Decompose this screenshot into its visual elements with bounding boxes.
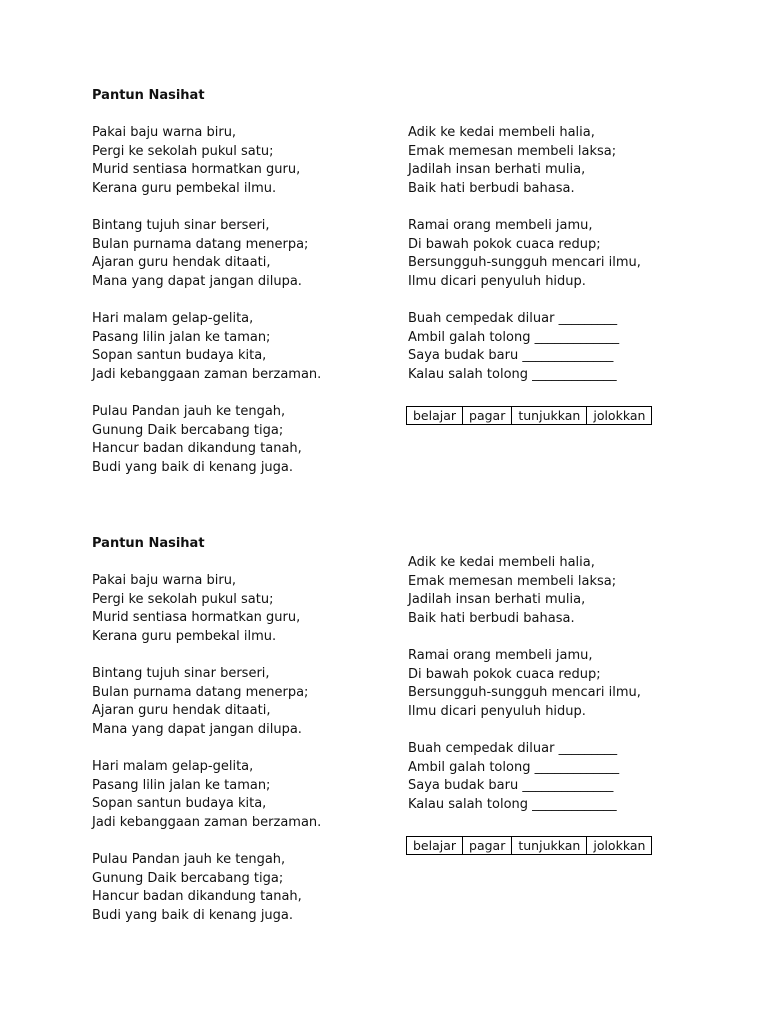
pantun-line: Hari malam gelap-gelita,: [92, 758, 254, 774]
stanza: [408, 217, 728, 291]
pantun-line: Gunung Daik bercabang tiga;: [92, 422, 284, 438]
stanza-gap: [92, 739, 392, 758]
left-column: [92, 572, 392, 925]
stanza: [92, 124, 392, 198]
stanza-gap: [92, 198, 392, 217]
pantun-line: Bulan purnama datang menerpa;: [92, 684, 309, 700]
word-bank-cell: pagar: [463, 407, 512, 424]
word-bank-cell: belajar: [407, 407, 463, 424]
pantun-line: Ambil galah tolong _____________: [408, 329, 620, 345]
pantun-line: Pasang lilin jalan ke taman;: [92, 329, 271, 345]
pantun-line: Mana yang dapat jangan dilupa.: [92, 273, 302, 289]
word-bank-cell: jolokkan: [593, 408, 646, 423]
stanza: [92, 217, 392, 291]
pantun-line: Gunung Daik bercabang tiga;: [92, 870, 284, 886]
pantun-line: Sopan santun budaya kita,: [92, 796, 267, 812]
word-bank-cell: tunjukkan: [512, 407, 587, 424]
stanza: [92, 851, 392, 925]
pantun-line: Di bawah pokok cuaca redup;: [408, 666, 601, 682]
stanza-gap: [408, 628, 728, 647]
pantun-line: Pulau Pandan jauh ke tengah,: [92, 851, 286, 867]
pantun-line: Murid sentiasa hormatkan guru,: [92, 610, 301, 626]
word-bank-cell: jolokkan: [593, 838, 646, 853]
pantun-line: Emak memesan membeli laksa;: [408, 573, 617, 589]
pantun-line: Adik ke kedai membeli halia,: [408, 125, 595, 140]
stanza-gap: [408, 198, 728, 217]
stanza: [408, 554, 728, 628]
pantun-line: Buah cempedak diluar _________: [408, 310, 618, 326]
pantun-line: Kalau salah tolong _____________: [408, 796, 617, 812]
pantun-line: Kerana guru pembekal ilmu.: [92, 180, 277, 196]
stanza: [92, 310, 392, 384]
pantun-line: Di bawah pokok cuaca redup;: [408, 236, 601, 252]
pantun-line: Kerana guru pembekal ilmu.: [92, 628, 277, 644]
pantun-line: Kalau salah tolong _____________: [408, 366, 617, 382]
pantun-line: Pakai baju warna biru,: [92, 125, 237, 140]
pantun-line: Jadilah insan berhati mulia,: [408, 592, 586, 608]
word-bank: [406, 406, 652, 425]
pantun-line: Sopan santun budaya kita,: [92, 348, 267, 364]
pantun-line: Budi yang baik di kenang juga.: [92, 459, 294, 475]
pantun-line: Saya budak baru ______________: [408, 778, 614, 794]
stanza-gap: [408, 721, 728, 740]
stanza-gap: [92, 384, 392, 403]
stanza: [408, 647, 728, 721]
stanza: [92, 758, 392, 832]
pantun-line: Pulau Pandan jauh ke tengah,: [92, 403, 286, 419]
pantun-line: Emak memesan membeli laksa;: [408, 143, 617, 159]
pantun-line: Bersungguh-sungguh mencari ilmu,: [408, 255, 641, 271]
stanza: [408, 740, 728, 814]
pantun-line: Ilmu dicari penyuluh hidup.: [408, 703, 586, 719]
pantun-line: Jadilah insan berhati mulia,: [408, 162, 586, 178]
section-title: Pantun Nasihat: [92, 88, 205, 103]
pantun-line: Buah cempedak diluar _________: [408, 740, 618, 756]
stanza-gap: [92, 832, 392, 851]
pantun-line: Bintang tujuh sinar berseri,: [92, 665, 270, 681]
pantun-line: Baik hati berbudi bahasa.: [408, 610, 575, 626]
word-bank-cell: belajar: [407, 837, 463, 854]
pantun-line: Ajaran guru hendak ditaati,: [92, 703, 271, 719]
pantun-line: Ilmu dicari penyuluh hidup.: [408, 273, 586, 289]
pantun-line: Budi yang baik di kenang juga.: [92, 907, 294, 923]
pantun-line: Ambil galah tolong _____________: [408, 759, 620, 775]
left-column: [92, 124, 392, 477]
pantun-line: Pergi ke sekolah pukul satu;: [92, 143, 274, 159]
right-column: [408, 554, 728, 814]
stanza-gap: [408, 291, 728, 310]
pantun-line: Bersungguh-sungguh mencari ilmu,: [408, 685, 641, 701]
stanza: [92, 572, 392, 646]
stanza-gap: [92, 291, 392, 310]
stanza: [408, 310, 728, 384]
pantun-line: Ramai orang membeli jamu,: [408, 647, 593, 663]
pantun-line: Bulan purnama datang menerpa;: [92, 236, 309, 252]
stanza: [92, 665, 392, 739]
stanza: [408, 124, 728, 198]
pantun-line: Jadi kebanggaan zaman berzaman.: [92, 366, 322, 382]
pantun-line: Hari malam gelap-gelita,: [92, 310, 254, 326]
pantun-line: Jadi kebanggaan zaman berzaman.: [92, 814, 322, 830]
pantun-line: Pakai baju warna biru,: [92, 573, 237, 588]
pantun-line: Adik ke kedai membeli halia,: [408, 555, 595, 570]
stanza: [92, 403, 392, 477]
pantun-line: Pasang lilin jalan ke taman;: [92, 777, 271, 793]
pantun-line: Pergi ke sekolah pukul satu;: [92, 591, 274, 607]
word-bank-cell: pagar: [463, 837, 512, 854]
stanza-gap: [92, 646, 392, 665]
pantun-line: Hancur badan dikandung tanah,: [92, 889, 302, 905]
pantun-line: Ajaran guru hendak ditaati,: [92, 255, 271, 271]
pantun-line: Ramai orang membeli jamu,: [408, 217, 593, 233]
pantun-line: Saya budak baru ______________: [408, 348, 614, 364]
pantun-line: Bintang tujuh sinar berseri,: [92, 217, 270, 233]
word-bank-cell: tunjukkan: [512, 837, 587, 854]
right-column: [408, 124, 728, 384]
pantun-line: Mana yang dapat jangan dilupa.: [92, 721, 302, 737]
word-bank: [406, 836, 652, 855]
pantun-line: Hancur badan dikandung tanah,: [92, 441, 302, 457]
section-title: Pantun Nasihat: [92, 536, 205, 551]
pantun-line: Murid sentiasa hormatkan guru,: [92, 162, 301, 178]
pantun-line: Baik hati berbudi bahasa.: [408, 180, 575, 196]
